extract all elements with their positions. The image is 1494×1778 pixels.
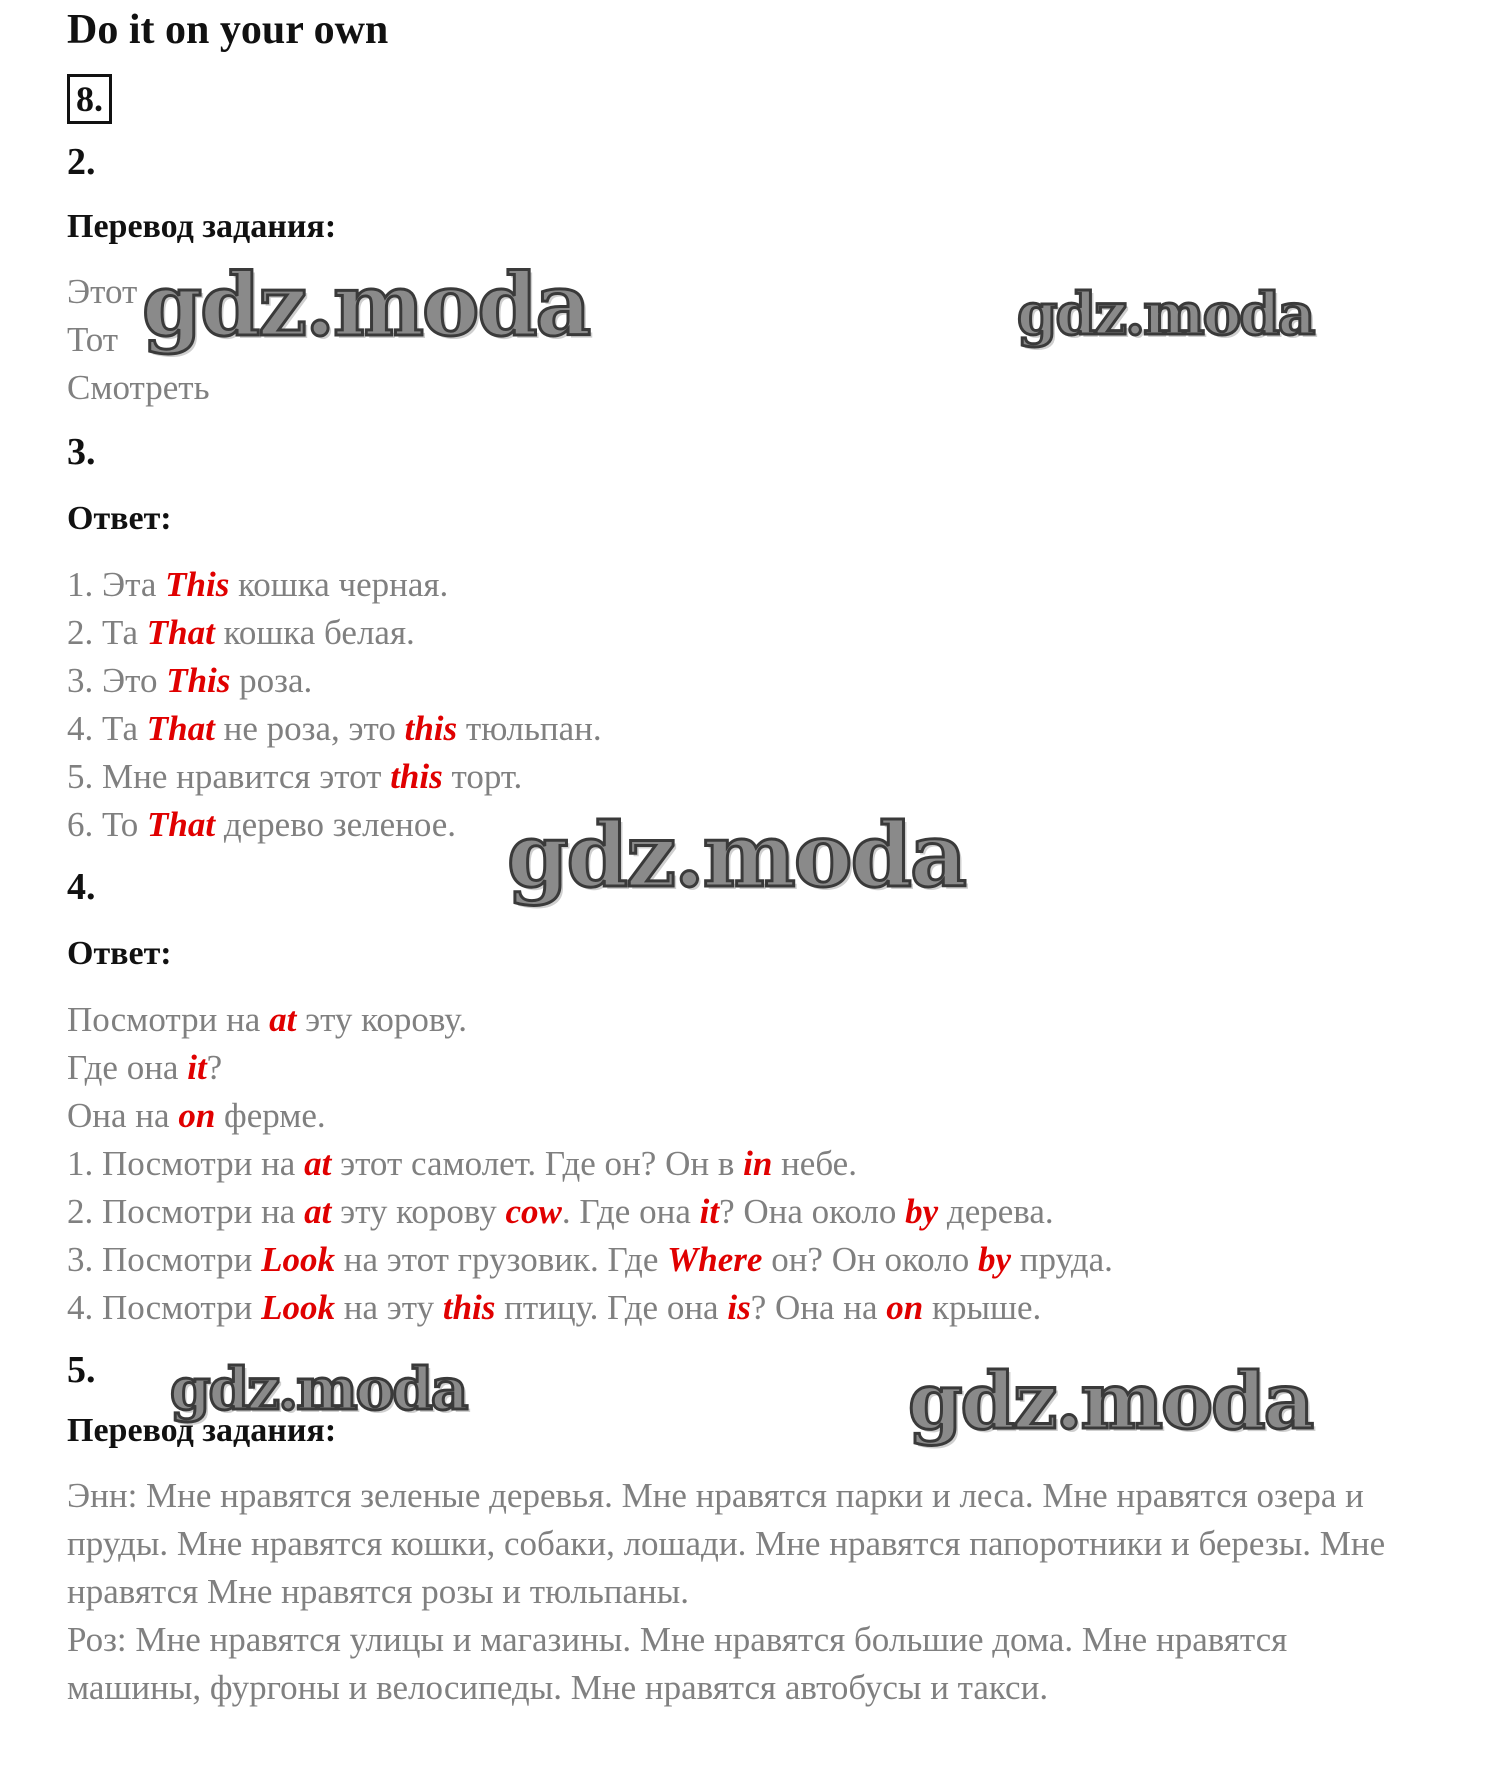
- watermark: gdz.moda: [142, 255, 590, 356]
- section-5-number: 5.: [67, 1349, 96, 1391]
- answer-word: Look: [261, 1240, 335, 1279]
- answer-word: Look: [261, 1288, 335, 1327]
- answer-line: 4. Посмотри Look на эту this птицу. Где она is? Она на on крыше.: [67, 1288, 1042, 1327]
- answer-word: This: [165, 565, 230, 604]
- answer-word: by: [905, 1192, 939, 1231]
- answer-word: is: [727, 1288, 751, 1327]
- answer-word: at: [304, 1144, 332, 1183]
- watermark: gdz.moda: [507, 803, 966, 907]
- answer-word: at: [304, 1192, 332, 1231]
- section-2-line: Смотреть: [67, 368, 210, 407]
- section-4-number: 4.: [67, 866, 96, 908]
- answer-line: 3. Посмотри Look на этот грузовик. Где Where он? Он около by пруда.: [67, 1240, 1113, 1279]
- answer-word: This: [166, 661, 231, 700]
- answer-line: 1. Посмотри на at этот самолет. Где он? Он в in небе.: [67, 1144, 857, 1183]
- answer-line: 2. Та That кошка белая.: [67, 613, 415, 652]
- answer-word: cow: [505, 1192, 562, 1231]
- answer-word: That: [146, 709, 215, 748]
- answer-word: by: [977, 1240, 1011, 1279]
- page-title: Do it on your own: [67, 7, 389, 53]
- section-2-line: Этот: [67, 272, 138, 311]
- answer-line: Посмотри на at эту корову.: [67, 1000, 467, 1039]
- answer-line: Где она it?: [67, 1048, 223, 1087]
- section-2-label: Перевод задания:: [67, 208, 337, 245]
- section-5-paragraph: Роз: Мне нравятся улицы и магазины. Мне нравятся большие дома. Мне нравятся машины, фургоны и велосипеды. Мне нравятся автобусы и такси.: [67, 1620, 1288, 1707]
- answer-line: Она на on ферме.: [67, 1096, 326, 1135]
- answer-word: this: [404, 709, 458, 748]
- answer-word: on: [178, 1096, 216, 1135]
- answer-word: on: [886, 1288, 924, 1327]
- answer-word: in: [743, 1144, 773, 1183]
- answer-word: it: [187, 1048, 207, 1087]
- answer-line: 3. Это This роза.: [67, 661, 313, 700]
- watermark: gdz.moda: [908, 1356, 1313, 1447]
- answer-word: That: [146, 613, 215, 652]
- answer-word: this: [442, 1288, 496, 1327]
- answer-line: 1. Эта This кошка черная.: [67, 565, 449, 604]
- section-3-label: Ответ:: [67, 500, 172, 537]
- answer-line: 6. То That дерево зеленое.: [67, 805, 457, 844]
- answer-word: That: [147, 805, 216, 844]
- section-4-label: Ответ:: [67, 935, 172, 972]
- watermark: gdz.moda: [1017, 280, 1314, 348]
- answer-word: this: [390, 757, 443, 796]
- answer-line: 5. Мне нравится этот this торт.: [67, 757, 523, 796]
- answer-line: 2. Посмотри на at эту корову cow. Где она it? Она около by дерева.: [67, 1192, 1054, 1231]
- watermark: gdz.moda: [170, 1355, 467, 1423]
- answer-word: it: [699, 1192, 720, 1231]
- section-3-number: 3.: [67, 431, 96, 473]
- section-5-paragraph: Энн: Мне нравятся зеленые деревья. Мне нравятся парки и леса. Мне нравятся озера и пруды. Мне нравятся кошки, собаки, лошади. Мне нравятся папоротники и березы. Мне нравятся Мне нравятся розы и тюльпаны.: [67, 1476, 1386, 1611]
- answer-word: at: [269, 1000, 297, 1039]
- answer-line: 4. Та That не роза, это this тюльпан.: [67, 709, 602, 748]
- section-2-number: 2.: [67, 141, 96, 183]
- section-2-line: Тот: [67, 320, 119, 359]
- exercise-number-box: 8.: [67, 74, 112, 124]
- section-5-label: Перевод задания:: [67, 1412, 337, 1449]
- answer-word: Where: [667, 1240, 763, 1279]
